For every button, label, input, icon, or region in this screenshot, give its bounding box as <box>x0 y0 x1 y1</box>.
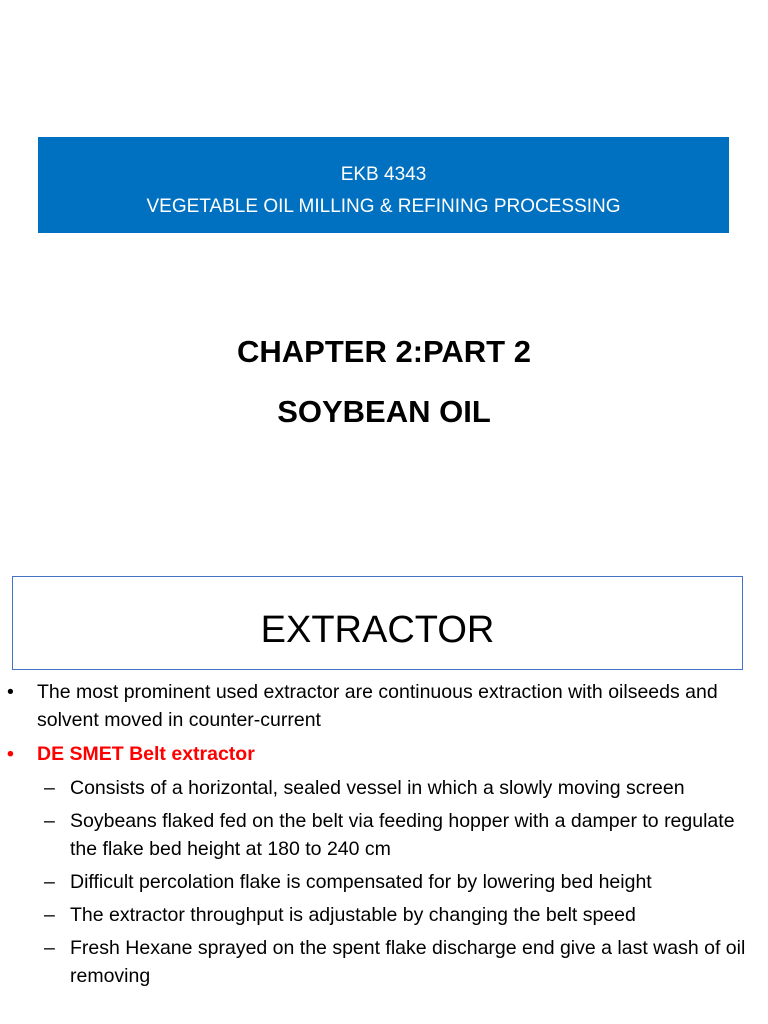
chapter-heading <box>0 322 768 442</box>
sub-bullet-item <box>0 807 768 863</box>
dash-marker: – <box>44 871 55 893</box>
chapter-topic: SOYBEAN OIL <box>277 394 491 429</box>
section-title: EXTRACTOR <box>260 609 495 651</box>
bullet-text: DE SMET Belt extractor <box>37 743 255 765</box>
course-title: VEGETABLE OIL MILLING & REFINING PROCESSING <box>146 196 621 217</box>
chapter-number: CHAPTER 2:PART 2 <box>237 334 531 369</box>
sub-bullet-item <box>0 774 768 802</box>
section-title-box <box>12 576 743 670</box>
bullet-marker: • <box>7 681 14 703</box>
sub-bullet-text: Consists of a horizontal, sealed vessel in which a slowly moving screen <box>70 777 685 799</box>
dash-marker: – <box>44 810 55 832</box>
sub-bullet-text: Difficult percolation flake is compensated for by lowering bed height <box>70 871 652 893</box>
dash-marker: – <box>44 937 55 959</box>
bullet-text: The most prominent used extractor are continuous extraction with oilseeds and solvent moved in counter-current <box>37 681 718 731</box>
sub-bullet-item <box>0 868 768 896</box>
dash-marker: – <box>44 777 55 799</box>
sub-bullet-text: Soybeans flaked fed on the belt via feeding hopper with a damper to regulate the flake bed height at 180 to 240 cm <box>70 810 735 860</box>
course-banner <box>38 137 729 233</box>
sub-bullet-text: Fresh Hexane sprayed on the spent flake discharge end give a last wash of oil removing <box>70 937 746 987</box>
course-code: EKB 4343 <box>340 164 427 185</box>
dash-marker: – <box>44 904 55 926</box>
sub-bullet-item <box>0 934 768 990</box>
bullet-marker: • <box>7 743 14 765</box>
sub-bullet-text: The extractor throughput is adjustable by changing the belt speed <box>70 904 636 926</box>
bullet-item-highlight <box>0 740 768 768</box>
sub-bullet-item <box>0 901 768 929</box>
content-list <box>0 678 768 995</box>
bullet-item <box>0 678 768 734</box>
